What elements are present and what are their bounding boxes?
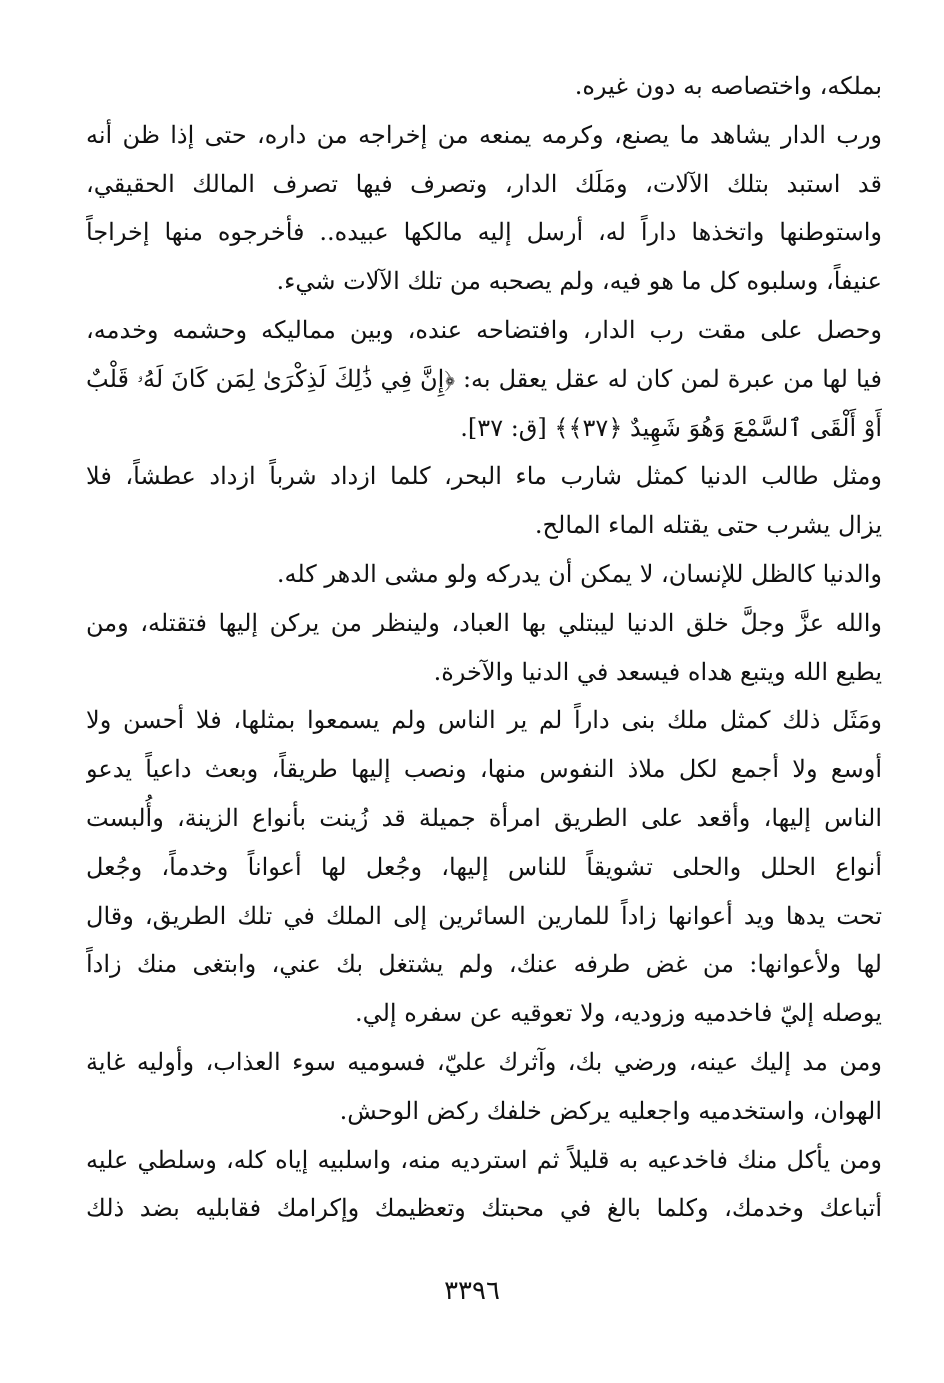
- text-line: عنيفاً، وسلبوه كل ما هو فيه، ولم يصحبه من تلك الآلات شيء.: [276, 267, 882, 296]
- text-line: فيا لها من عبرة لمن كان له عقل يعقل به: ﴿إِنَّ فِي ذَٰلِكَ لَذِكْرَىٰ لِمَن كَانَ لَهُۥ قَلْبٌ: [86, 364, 882, 393]
- page-number: ٣٣٩٦: [444, 1276, 500, 1306]
- text-line: يوصله إليّ فاخدميه وزوديه، ولا تعوقيه عن سفره إلي.: [354, 999, 882, 1028]
- text-line: أوسع ولا أجمع لكل ملاذ النفوس منها، ونصب إليها طريقاً، وبعث داعياً يدعو: [86, 755, 882, 784]
- page-body-text: [86, 62, 882, 1233]
- text-line: وحصل على مقت رب الدار، وافتضاحه عنده، وبين مماليكه وحشمه وخدمه،: [86, 315, 882, 344]
- text-line: والدنيا كالظل للإنسان، لا يمكن أن يدركه ولو مشى الدهر كله.: [276, 559, 882, 588]
- text-line: يزال يشرب حتى يقتله الماء المالح.: [534, 511, 882, 540]
- text-line: أنواع الحلل والحلى تشويقاً للناس إليها، وجُعل لها أعواناً وخدماً، وجُعل: [86, 852, 882, 881]
- text-line: ومثل طالب الدنيا كمثل شارب ماء البحر، كلما ازداد شرباً ازداد عطشاً، فلا: [86, 462, 882, 491]
- text-line: لها ولأعوانها: من غض طرفه عنك، ولم يشتغل بك عني، وابتغى منك زاداً: [86, 950, 882, 979]
- text-line: أتباعك وخدمك، وكلما بالغ في محبتك وتعظيمك وإكرامك فقابليه بضد ذلك: [86, 1194, 882, 1223]
- text-line: قد استبد بتلك الآلات، ومَلَك الدار، وتصرف فيها تصرف المالك الحقيقي،: [86, 169, 882, 198]
- quran-verse-line: أَوْ أَلْقَى ٱلسَّمْعَ وَهُوَ شَهِيدٌ ﴿٣٧﴾﴾ [ق: ٣٧].: [460, 413, 882, 442]
- text-line: بملكه، واختصاصه به دون غيره.: [574, 72, 882, 100]
- text-line: والله عزَّ وجلَّ خلق الدنيا ليبتلي بها العباد، ولينظر من يركن إليها فتقتله، ومن: [86, 608, 882, 637]
- text-line: الهوان، واستخدميه واجعليه يركض خلفك ركض الوحش.: [339, 1096, 882, 1125]
- text-line: ومن يأكل منك فاخدعيه به قليلاً ثم استرديه منه، واسلبيه إياه كله، وسلطي عليه: [86, 1145, 882, 1174]
- text-line: الناس إليها، وأقعد على الطريق امرأة جميلة قد زُينت بأنواع الزينة، وأُلبست: [86, 803, 882, 832]
- text-line: ورب الدار يشاهد ما يصنع، وكرمه يمنعه من إخراجه من داره، حتى إذا ظن أنه: [86, 120, 882, 149]
- text-line: واستوطنها واتخذها داراً له، أرسل إليه مالكها عبيده.. فأخرجوه منها إخراجاً: [86, 218, 882, 247]
- text-line: ومن مد إليك عينه، ورضي بك، وآثرك عليّ، فسوميه سوء العذاب، وأوليه غاية: [86, 1047, 882, 1076]
- text-line: تحت يدها ويد أعوانها زاداً للمارين السائرين إلى الملك في تلك الطريق، وقال: [86, 901, 882, 930]
- text-line: ومَثَل ذلك كمثل ملك بنى داراً لم ير الناس ولم يسمعوا بمثلها، فلا أحسن ولا: [86, 706, 882, 735]
- text-line: يطيع الله ويتبع هداه فيسعد في الدنيا والآخرة.: [433, 657, 882, 686]
